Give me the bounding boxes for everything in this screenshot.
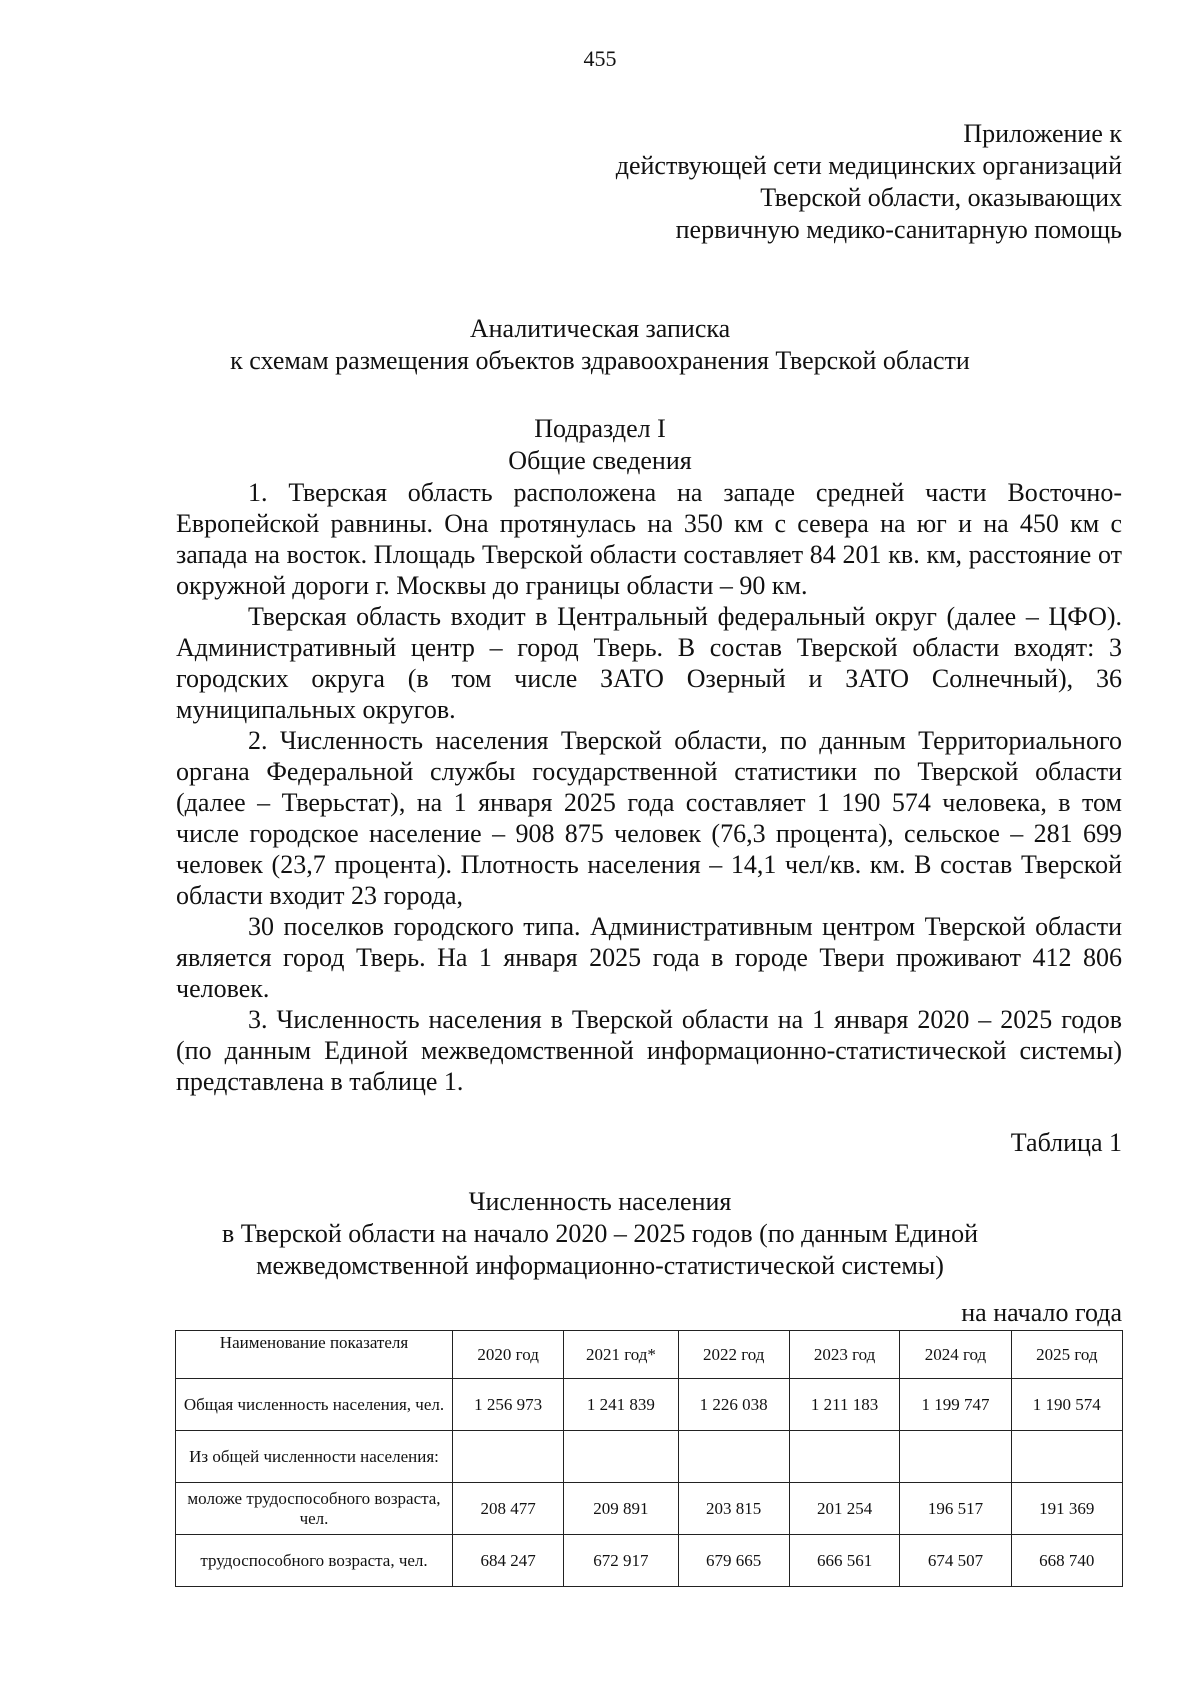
table-row (176, 1379, 1123, 1431)
table-cell: Общая численность населения, чел. (176, 1379, 453, 1431)
document-title-line: Аналитическая записка (469, 314, 731, 343)
table-row (176, 1535, 1123, 1587)
paragraph: 1. Тверская область расположена на западе средней части Восточно-Европейской равнины. Она протянулась на 350 км с севера на юг и на 450 км с запада на восток. Площадь Тверской области составляет 84 201 кв. км, расстояние от окружной дороги г. Москвы до границы области – 90 км. (176, 478, 1122, 600)
table-cell: моложе трудоспособного возраста, чел. (176, 1483, 453, 1535)
paragraph: 3. Численность населения в Тверской области на 1 января 2020 – 2025 годов (по данным Единой межведомственной информационно-статистической системы) представлена в таблице 1. (176, 1005, 1122, 1096)
table-cell (1011, 1431, 1122, 1483)
subsection-number: Подраздел I (534, 414, 666, 443)
appendix-line: действующей сети медицинских организаций (615, 151, 1122, 180)
table-row (176, 1483, 1123, 1535)
table-cell (453, 1431, 564, 1483)
appendix-line: первичную медико-санитарную помощь (675, 215, 1122, 244)
subsection-title: Общие сведения (508, 446, 692, 475)
table-cell: 1 190 574 (1011, 1379, 1122, 1431)
table-cell: 668 740 (1011, 1535, 1122, 1587)
table-cell (900, 1431, 1011, 1483)
table-header-cell: 2023 год (789, 1331, 899, 1379)
table-cell: 666 561 (789, 1535, 899, 1587)
document-title-line: к схемам размещения объектов здравоохранения Тверской области (230, 346, 970, 375)
table-cell: 208 477 (453, 1483, 564, 1535)
paragraph: Тверская область входит в Центральный федеральный округ (далее – ЦФО). Административный центр – город Тверь. В состав Тверской области входят: 3 городских округа (в том числе ЗАТО Озерный и ЗАТО Солнечный), 36 муниципальных округов. (176, 602, 1122, 724)
table-cell: 1 241 839 (564, 1379, 678, 1431)
appendix-note (616, 118, 1122, 246)
appendix-line: Приложение к (963, 119, 1122, 148)
table-cell (789, 1431, 899, 1483)
table-title-line: в Тверской области на начало 2020 – 2025 годов (по данным Единой (221, 1219, 979, 1248)
appendix-line: Тверской области, оказывающих (760, 183, 1122, 212)
paragraph: 2. Численность населения Тверской области, по данным Территориального органа Федеральной службы государственной статистики по Тверской области (далее – Тверьстат), на 1 января 2025 года составляет 1 190 574 человека, в том числе городское население – 908 875 человек (76,3 процента), сельское – 281 699 человек (23,7 процента). Плотность населения – 14,1 чел/кв. км. В состав Тверской области входит 23 города, (176, 726, 1122, 910)
table-header-cell: 2022 год (678, 1331, 789, 1379)
table-cell: 1 226 038 (678, 1379, 789, 1431)
table-cell: 684 247 (453, 1535, 564, 1587)
table-cell: 1 256 973 (453, 1379, 564, 1431)
table-header-cell: 2021 год* (564, 1331, 678, 1379)
table-cell: 674 507 (900, 1535, 1011, 1587)
table-cell: 672 917 (564, 1535, 678, 1587)
table-row (176, 1431, 1123, 1483)
table-cell: 201 254 (789, 1483, 899, 1535)
document-title (0, 313, 1200, 377)
table-cell (564, 1431, 678, 1483)
body-text (176, 477, 1122, 1097)
table-cell: 1 211 183 (789, 1379, 899, 1431)
population-table (175, 1330, 1123, 1587)
table-cell: 679 665 (678, 1535, 789, 1587)
table-title-line: межведомственной информационно-статистической системы) (256, 1251, 944, 1280)
table-cell: 1 199 747 (900, 1379, 1011, 1431)
table-cell (678, 1431, 789, 1483)
table-header-cell: 2024 год (900, 1331, 1011, 1379)
table-cell: 209 891 (564, 1483, 678, 1535)
table-unit-note: на начало года (961, 1298, 1122, 1327)
table-header-cell: 2020 год (453, 1331, 564, 1379)
table-header-cell: Наименование показателя (176, 1331, 453, 1379)
subsection-heading (0, 413, 1200, 477)
table-cell: 203 815 (678, 1483, 789, 1535)
paragraph: 30 поселков городского типа. Административным центром Тверской области является город Тверь. На 1 января 2025 года в городе Твери проживают 412 806 человек. (176, 912, 1122, 1003)
page-number: 455 (583, 46, 617, 71)
table-label: Таблица 1 (1010, 1128, 1122, 1157)
table-title (0, 1186, 1200, 1282)
table-cell: Из общей численности населения: (176, 1431, 453, 1483)
table-title-line: Численность населения (468, 1187, 732, 1216)
table-header-row (176, 1331, 1123, 1379)
table-cell: 196 517 (900, 1483, 1011, 1535)
table-cell: 191 369 (1011, 1483, 1122, 1535)
table-cell: трудоспособного возраста, чел. (176, 1535, 453, 1587)
table-header-cell: 2025 год (1011, 1331, 1122, 1379)
